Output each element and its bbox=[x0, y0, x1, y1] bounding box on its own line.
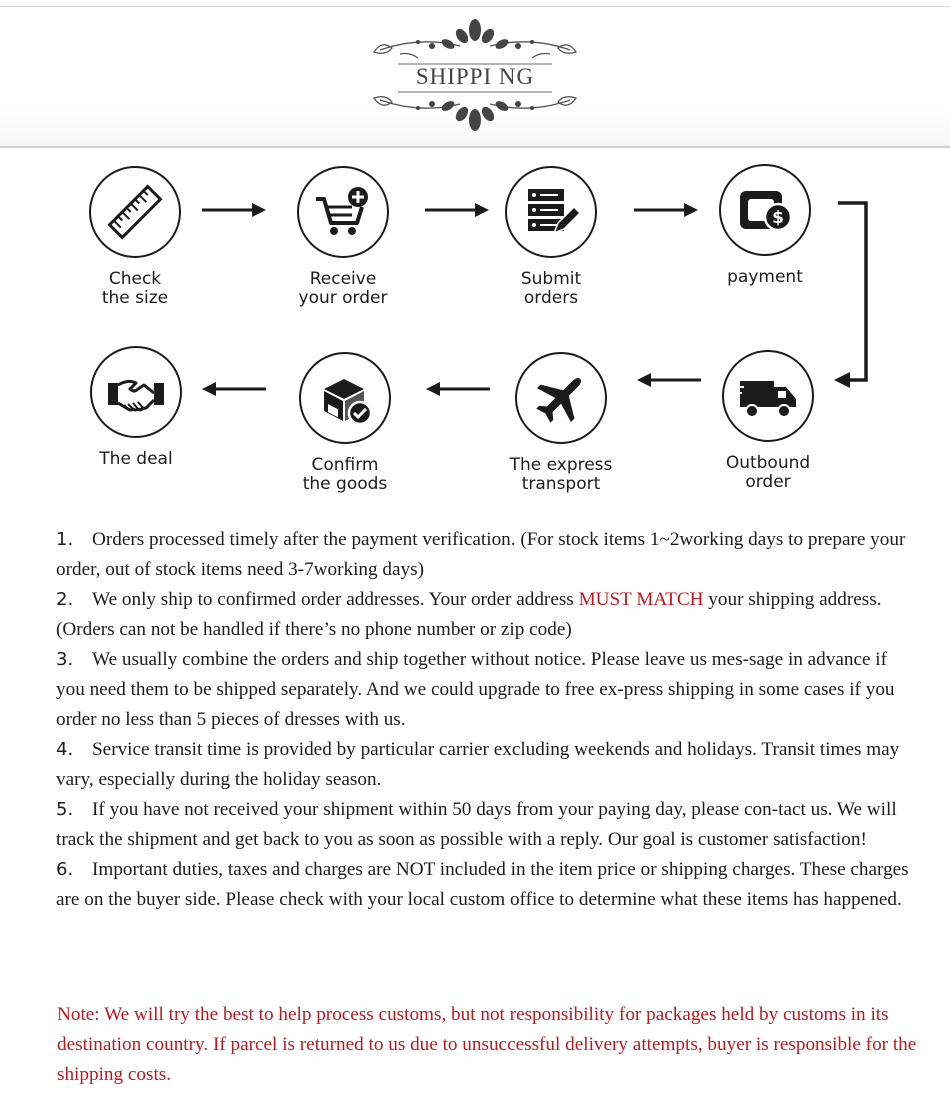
step-confirm-goods bbox=[265, 352, 425, 494]
policy-text: Orders processed timely after the payment verification. (For stock items 1~2working days to prepare your order, out of stock items need 3-7working days) bbox=[56, 529, 906, 580]
server-edit-icon bbox=[520, 181, 582, 243]
step-check-size bbox=[55, 166, 215, 308]
policy-item bbox=[56, 795, 916, 855]
policy-text: Service transit time is provided by particular carrier excluding weekends and holidays. Transit times may vary, especially during the holiday season. bbox=[56, 739, 900, 790]
step-payment bbox=[685, 164, 845, 287]
step-label: Confirm the goods bbox=[302, 455, 388, 494]
step-label: Outbound order bbox=[725, 453, 811, 492]
arrow-left-icon bbox=[424, 379, 494, 399]
step-circle bbox=[505, 166, 597, 258]
step-label: The express transport bbox=[509, 455, 613, 494]
arrow-right-icon bbox=[200, 200, 270, 220]
step-receive-order bbox=[263, 166, 423, 308]
arrow-left-icon bbox=[200, 379, 270, 399]
step-circle bbox=[515, 352, 607, 444]
arrow-left-icon bbox=[635, 370, 705, 390]
step-label: payment bbox=[727, 267, 803, 287]
handshake-icon bbox=[104, 361, 168, 423]
step-circle bbox=[299, 352, 391, 444]
step-circle bbox=[719, 164, 811, 256]
step-label: Receive your order bbox=[298, 269, 388, 308]
customs-note: Note: We will try the best to help process customs, but not responsibility for packages held by customs in its destination country. If parcel is returned to us due to unsuccessful delivery attempts, buyer is responsible for the shipping costs. bbox=[57, 1004, 917, 1085]
ruler-icon bbox=[104, 181, 166, 243]
step-circle bbox=[89, 166, 181, 258]
cart-add-icon bbox=[312, 181, 374, 243]
policy-number: 5. bbox=[56, 799, 74, 820]
svg-text:$: $ bbox=[772, 208, 784, 228]
step-circle bbox=[297, 166, 389, 258]
step-label: Submit orders bbox=[520, 269, 582, 308]
header-bottom-rule bbox=[0, 146, 950, 148]
policy-number: 1. bbox=[56, 529, 74, 550]
policy-text: We only ship to confirmed order addresses. Your order address bbox=[92, 589, 579, 610]
step-the-deal bbox=[56, 346, 216, 469]
step-express-transport bbox=[481, 352, 641, 494]
policy-item bbox=[56, 735, 916, 795]
airplane-icon bbox=[530, 367, 592, 429]
truck-icon bbox=[736, 365, 800, 427]
policy-item bbox=[56, 525, 916, 585]
wallet-dollar-icon bbox=[734, 179, 796, 241]
page-title: SHIPPI NG bbox=[415, 64, 535, 89]
step-circle bbox=[722, 350, 814, 442]
policy-text: We usually combine the orders and ship together without notice. Please leave us mes-sage in advance if you need them to be shipped separately. And we could upgrade to free ex-press shipping in some cases if you order no less than 5 pieces of dresses with us. bbox=[56, 649, 895, 730]
policy-item bbox=[56, 585, 916, 645]
arrow-down-return-icon bbox=[830, 198, 875, 394]
page-header bbox=[0, 0, 950, 148]
must-match-highlight: MUST MATCH bbox=[578, 589, 704, 610]
policy-number: 4. bbox=[56, 739, 74, 760]
policy-number: 6. bbox=[56, 859, 74, 880]
policy-item bbox=[56, 855, 916, 915]
policy-text: your shipping address. (Orders can not be handled if there’s no phone number or zip code) bbox=[56, 589, 882, 640]
step-circle bbox=[90, 346, 182, 438]
arrow-right-icon bbox=[632, 200, 702, 220]
shipping-policy-list bbox=[56, 525, 916, 915]
policy-item bbox=[56, 645, 916, 735]
policy-text: If you have not received your shipment within 50 days from your paying day, please con-tact us. We will track the shipment and get back to you as soon as possible with a reply. Our goal is customer satisfaction! bbox=[56, 799, 897, 850]
step-outbound-order bbox=[688, 350, 848, 492]
box-check-icon bbox=[314, 367, 376, 429]
arrow-right-icon bbox=[423, 200, 493, 220]
policy-number: 3. bbox=[56, 649, 74, 670]
policy-number: 2. bbox=[56, 589, 74, 610]
header-top-rule bbox=[0, 6, 950, 7]
step-submit-orders bbox=[471, 166, 631, 308]
step-label: The deal bbox=[99, 449, 173, 469]
step-label: Check the size bbox=[101, 269, 169, 308]
policy-text: Important duties, taxes and charges are NOT included in the item price or shipping charges. These charges are on the buyer side. Please check with your local custom office to determine what these items has happened. bbox=[56, 859, 909, 910]
